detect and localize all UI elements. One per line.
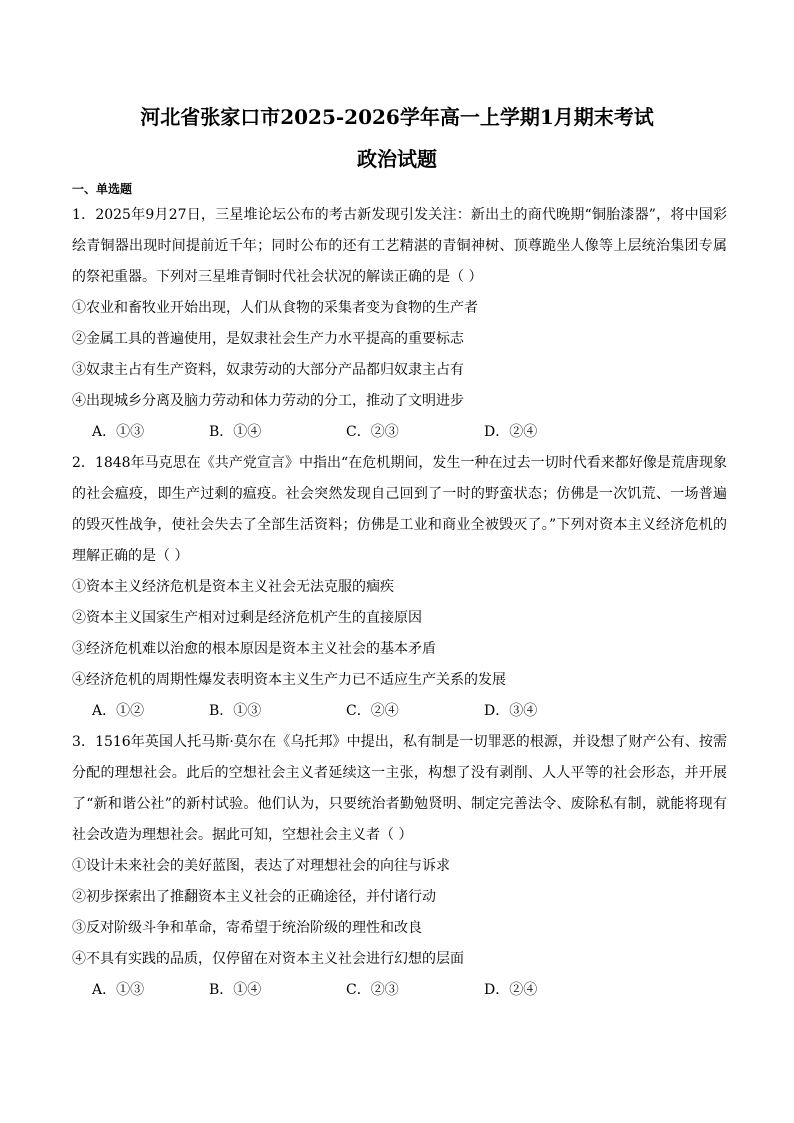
page-subtitle: 政治试题 <box>357 147 437 171</box>
question-3 <box>72 727 727 1006</box>
question-stem: 1．2025年9月27日，三星堆论坛公布的考古新发现引发关注：新出土的商代晚期“铜胎漆器”，将中国彩绘青铜器出现时间提前近千年；同时公布的还有工艺精湛的青铜神树、顶尊跪坐人像等上层统治集团专属的祭祀重器。下列对三星堆青铜时代社会状况的解读正确的是（ ） <box>72 207 727 285</box>
question-1 <box>72 200 727 448</box>
answer-choice-b[interactable]: B．①④ <box>209 982 262 998</box>
answer-choices <box>72 975 727 1006</box>
statement-option: ①农业和畜牧业开始出现，人们从食物的采集者变为食物的生产者 <box>72 300 478 316</box>
statement-option: ④经济危机的周期性爆发表明资本主义生产力已不适应生产关系的发展 <box>72 672 506 688</box>
statement-option: ②初步探索出了推翻资本主义社会的正确途径，并付诸行动 <box>72 889 436 905</box>
statement-option: ③经济危机难以治愈的根本原因是资本主义社会的基本矛盾 <box>72 641 436 657</box>
statement-option: ②金属工具的普遍使用，是奴隶社会生产力水平提高的重要标志 <box>72 331 464 347</box>
page-title: 河北省张家口市2025-2026学年高一上学期1月期末考试 <box>140 105 654 129</box>
statement-option: ③反对阶级斗争和革命，寄希望于统治阶级的理性和改良 <box>72 920 422 936</box>
statement-option: ③奴隶主占有生产资料，奴隶劳动的大部分产品都归奴隶主占有 <box>72 362 464 378</box>
statement-option: ④不具有实践的品质，仅停留在对资本主义社会进行幻想的层面 <box>72 951 464 967</box>
answer-choice-d[interactable]: D．②④ <box>484 424 538 440</box>
section-heading: 一、单选题 <box>72 182 133 196</box>
question-stem: 2．1848年马克思在《共产党宣言》中指出“在危机期间，发生一种在过去一切时代看来都好像是荒唐现象的社会瘟疫，即生产过剩的瘟疫。社会突然发现自己回到了一时的野蛮状态；仿佛是一次饥荒、一场普遍的毁灭性战争，使社会失去了全部生活资料；仿佛是工业和商业全被毁灭了。”下列对资本主义经济危机的理解正确的是（ ） <box>72 455 727 564</box>
statement-option: ②资本主义国家生产相对过剩是经济危机产生的直接原因 <box>72 610 422 626</box>
statement-option: ④出现城乡分离及脑力劳动和体力劳动的分工，推动了文明进步 <box>72 393 464 409</box>
answer-choice-a[interactable]: A．①③ <box>92 424 145 440</box>
answer-choice-c[interactable]: C．②③ <box>346 982 399 998</box>
question-2 <box>72 448 727 727</box>
answer-choice-b[interactable]: B．①③ <box>209 703 262 719</box>
question-stem: 3．1516年英国人托马斯·莫尔在《乌托邦》中提出，私有制是一切罪恶的根源，并设想了财产公有、按需分配的理想社会。此后的空想社会主义者延续这一主张，构想了没有剥削、人人平等的社会形态，并开展了“新和谐公社”的新村试验。他们认为，只要统治者勤勉贤明、制定完善法令、废除私有制，就能将现有社会改造为理想社会。据此可知，空想社会主义者（ ） <box>72 734 727 843</box>
statement-option: ①设计未来社会的美好蓝图，表达了对理想社会的向往与诉求 <box>72 858 450 874</box>
answer-choice-a[interactable]: A．①③ <box>92 982 145 998</box>
question-list <box>72 200 727 1006</box>
answer-choice-c[interactable]: C．②③ <box>346 424 399 440</box>
answer-choice-a[interactable]: A．①② <box>92 703 145 719</box>
answer-choice-d[interactable]: D．③④ <box>484 703 538 719</box>
statement-option: ①资本主义经济危机是资本主义社会无法克服的痼疾 <box>72 579 394 595</box>
answer-choice-d[interactable]: D．②④ <box>484 982 538 998</box>
answer-choice-c[interactable]: C．②④ <box>346 703 399 719</box>
answer-choice-b[interactable]: B．①④ <box>209 424 262 440</box>
answer-choices <box>72 696 727 727</box>
answer-choices <box>72 417 727 448</box>
